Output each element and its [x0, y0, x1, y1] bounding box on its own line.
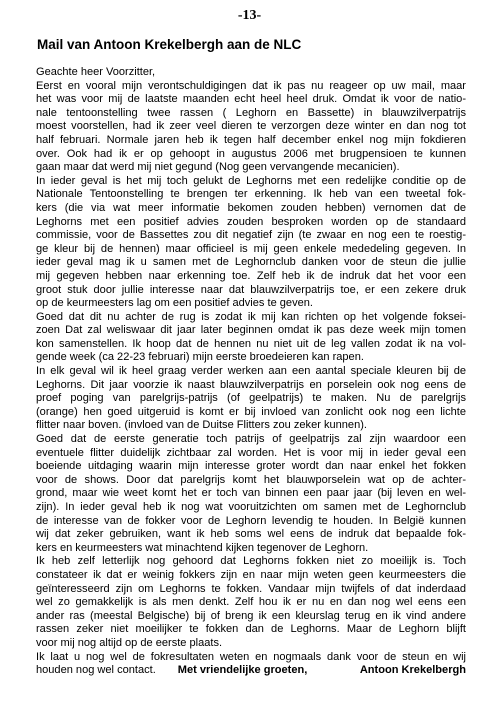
signature: Antoon Krekelbergh: [359, 664, 466, 677]
text-line: ander ras (meestal Belgische) bij of breng ik een kleurslag terug en ik vind andere: [36, 609, 466, 622]
text-line: mij gegeven hebben naar erkenning toe. Zelf heb ik de indruk dat het voor een: [36, 269, 466, 282]
text-line: Leghorns. Dit jaar voorzie ik naast blauwzilverpatrijs en porselein ook nog eens de: [36, 378, 466, 391]
paragraph: [36, 555, 466, 650]
text-line: flitter naar boven. (invloed van de Duitse Flitters zou zeker kunnen).: [36, 419, 367, 432]
paragraph: [36, 311, 466, 365]
text-line: grond, maar wie weet komt het er toch van binnen een paar jaar (bij leven en wel-: [36, 487, 466, 500]
paragraphs: [36, 80, 466, 665]
text-line: wij dat zeker gebruiken, want ik heb soms wel eens de indruk dat bepaalde fok-: [36, 528, 466, 541]
text-line: geïnteresseerd zijn om Leghorns te fokken. Vandaar mijn twijfels of dat inderdaad: [36, 582, 466, 595]
text-line: over. Ook had ik er op gehoopt in augustus 2006 met brugpensioen te kunnen: [36, 147, 466, 160]
text-line: Goed dat de eerste generatie toch patrijs of geelpatrijs zal zijn waardoor een: [36, 433, 466, 446]
text-line: kon samenstellen. Ik hoop dat de hennen nu niet uit de leg vallen zodat ik na vol-: [36, 337, 466, 350]
greeting: Geachte heer Voorzitter,: [36, 66, 156, 78]
text-line: zoen Dat zal weliswaar dit jaar later beginnen omdat ik pas deze week mijn tomen: [36, 324, 466, 337]
text-line: eventuele flitter duidelijk zichtbaar zal worden. Het is voor mij in ieder geval een: [36, 446, 466, 459]
text-line: gaan maar dat werd mij niet gegund (Nog geen vervangende mecanicien).: [36, 161, 400, 174]
text-line: zijn). In ieder geval heb ik nog wat vooruitzichten om samen met de Leghornclub: [36, 501, 466, 513]
text-line: In elk geval wil ik heel graag verder werken aan een aantal speciale kleuren bij de: [36, 365, 466, 378]
text-line: de interesse van de fokker voor de Leghorn levendig te houden. In België kunnen: [36, 514, 466, 527]
page-number: -13-: [237, 8, 262, 23]
paragraph: [36, 651, 466, 665]
text-line: Leghorns met een positief advies zouden besproken worden op de standaard: [36, 215, 466, 228]
paragraph: [36, 365, 466, 433]
text-line: constateer ik dat er weinig fokkers zijn en naar mijn weten geen keurmeesters die: [36, 568, 466, 581]
text-line: voor mij nog altijd op de eerste plaats.: [36, 636, 223, 649]
text-line: ieder geval mag ik u samen met de Leghornclub danken voor de steun die jullie: [36, 256, 466, 269]
text-line: Ik heb zelf letterlijk nog gehoord dat Leghorns fokken niet zo moeilijk is. Toch: [36, 555, 466, 568]
text-line: (orange) hen goed uitgeruid is komt er bij invloed van zonlicht ook nog een lichte: [36, 405, 466, 418]
text-line: proef poging van parelgrijs-patrijs (of geelpatrijs) te maken. Nu de parelgrijs: [36, 392, 466, 405]
text-line: Eerst en vooral mijn verontschuldigingen dat ik pas nu reageer op uw mail, maar: [36, 79, 466, 92]
text-line: ge kleur bij de hennen) maar officieel is mij geen enkele mededeling gegeven. In: [36, 242, 466, 255]
text-line: moest voorstellen, had ik zeer veel dieren te verzorgen deze winter en dan nog tot: [36, 120, 466, 133]
paragraph: [36, 175, 466, 311]
text-line: Goed dat dit nu achter de rug is zodat ik mij kan richten op het volgende foksei-: [36, 310, 466, 323]
closing-regards: Met vriendelijke groeten,: [177, 664, 308, 677]
text-line: half februari. Normale jaren heb ik tegen half december enkel nog mijn fokdieren: [36, 133, 466, 146]
text-line: op de keurmeesters lag om een positief advies te geven.: [36, 297, 313, 310]
text-line: nale tentoonstelling twee rassen ( Leghorn en Bassette) in blauwzilverpatrijs: [36, 106, 466, 119]
text-line: In ieder geval is het mij toch gelukt de Leghorns met een redelijke conditie op de: [36, 174, 466, 187]
letter-title: Mail van Antoon Krekelbergh aan de NLC: [37, 37, 302, 52]
text-line: kers (die via wat meer informatie bekomen zouden hebben) vernomen dat de: [36, 201, 466, 214]
text-line: wel zo gemakkelijk is als men denkt. Zelf hou ik er nu en dan nog wel eens een: [36, 596, 466, 609]
text-line: commissie, voor de Bassettes zou dit negatief zijn (te zwaar en nog een te roestig-: [36, 229, 466, 242]
paragraph: [36, 80, 466, 175]
letter-body: [36, 66, 466, 678]
text-line: rassen zeker niet moeilijker te fokken dan de Leghorns. Maar de Leghorn blijft: [36, 623, 466, 636]
text-line: Ik laat u nog wel de fokresultaten weten en nogmaals dank voor de steun en wij: [36, 650, 466, 663]
text-line: Nationale Tentoonstelling te brengen ter erkenning. Ik heb van een tweetal fok-: [36, 188, 466, 201]
text-line: gende week (ca 22-23 februari) mijn eerste broedeieren kan rapen.: [36, 351, 364, 364]
closing-text: houden nog wel contact.: [36, 664, 156, 677]
text-line: het was voor mij de laatste maanden echt heel heel druk. Omdat ik voor de natio-: [36, 93, 466, 106]
text-line: groot stuk door jullie interesse naar dat blauwzilverpatrijs toe, er een zekere druk: [36, 283, 466, 296]
text-line: kers en keurmeesters wat minachtend kijken tegenover de Leghorn.: [36, 541, 369, 554]
text-line: voor de shows. Door dat parelgrijs komt het blauwporselein wat op de achter-: [36, 473, 466, 486]
closing-line: [36, 664, 466, 678]
text-line: boeiende uitdaging waarin mijn interesse groter wordt dan naar enkel het fokken: [36, 460, 466, 473]
paragraph: [36, 433, 466, 555]
